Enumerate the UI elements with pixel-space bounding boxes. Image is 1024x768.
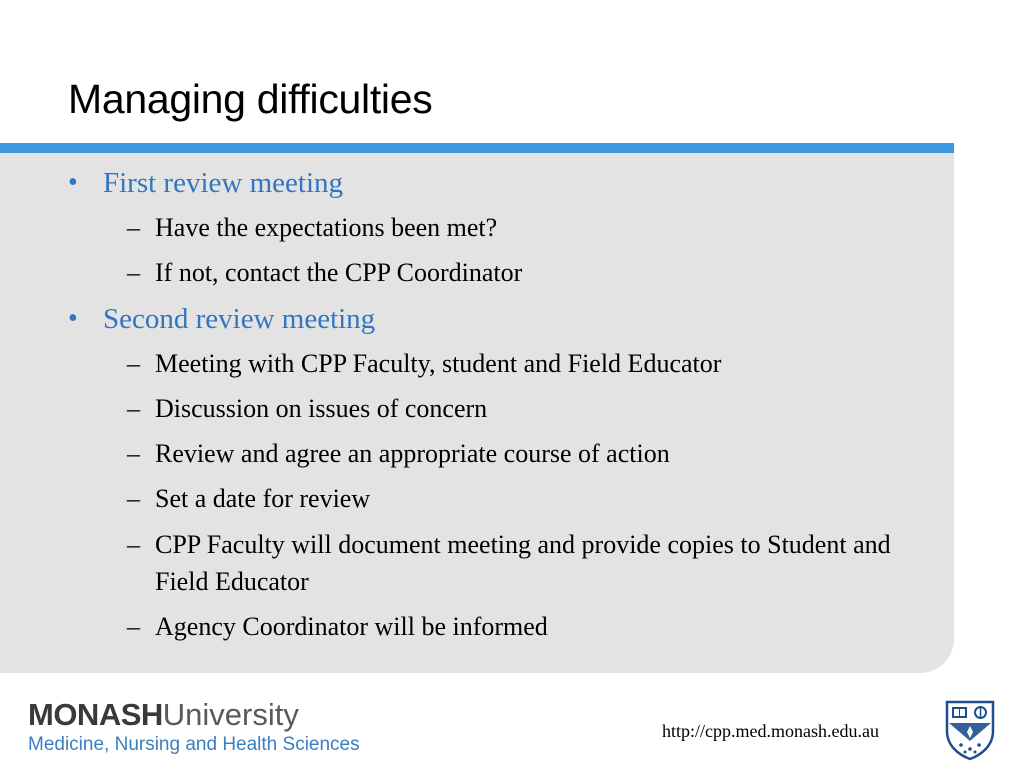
sub-item-text: Set a date for review xyxy=(155,484,371,513)
bullet-list xyxy=(0,165,954,645)
footer xyxy=(0,673,1024,768)
dash-marker: – xyxy=(127,258,140,287)
content-panel xyxy=(0,143,954,673)
sub-list xyxy=(103,210,954,291)
sub-item-text: Meeting with CPP Faculty, student and Field Educator xyxy=(155,349,722,378)
dash-marker: – xyxy=(127,349,140,378)
sub-item-text: If not, contact the CPP Coordinator xyxy=(155,258,523,287)
sub-item xyxy=(103,210,954,246)
sub-item xyxy=(103,255,954,291)
sub-item xyxy=(103,391,954,427)
bullet-text: First review meeting xyxy=(103,167,344,199)
bullet-item xyxy=(0,165,954,291)
bullet-text: Second review meeting xyxy=(103,303,376,335)
dash-marker: – xyxy=(127,612,140,641)
university-crest-icon xyxy=(944,699,996,761)
sub-item-text: Discussion on issues of concern xyxy=(155,394,488,423)
dash-marker: – xyxy=(127,439,140,468)
sub-list xyxy=(103,346,954,645)
dash-marker: – xyxy=(127,484,140,513)
footer-url: http://cpp.med.monash.edu.au xyxy=(662,721,879,741)
sub-item xyxy=(103,346,954,382)
sub-item-text: Have the expectations been met? xyxy=(155,213,498,242)
logo-light-text: University xyxy=(162,697,299,732)
slide-title: Managing difficulties xyxy=(68,76,433,122)
bullet-item xyxy=(0,301,954,645)
sub-item xyxy=(103,526,915,600)
logo-strong-text: MONASH xyxy=(28,697,163,732)
sub-item xyxy=(103,436,954,472)
monash-logo xyxy=(28,698,360,756)
sub-item-text: CPP Faculty will document meeting and provide copies to Student and Field Educator xyxy=(155,530,891,596)
sub-item-text: Review and agree an appropriate course of action xyxy=(155,439,670,468)
bullet-marker: • xyxy=(68,167,78,198)
dash-marker: – xyxy=(127,213,140,242)
logo-wordmark xyxy=(28,698,360,732)
sub-item-text: Agency Coordinator will be informed xyxy=(155,612,548,641)
bullet-marker: • xyxy=(68,303,78,334)
dash-marker: – xyxy=(127,530,140,559)
sub-item xyxy=(103,481,954,517)
faculty-name: Medicine, Nursing and Health Sciences xyxy=(28,734,360,755)
dash-marker: – xyxy=(127,394,140,423)
sub-item xyxy=(103,609,954,645)
